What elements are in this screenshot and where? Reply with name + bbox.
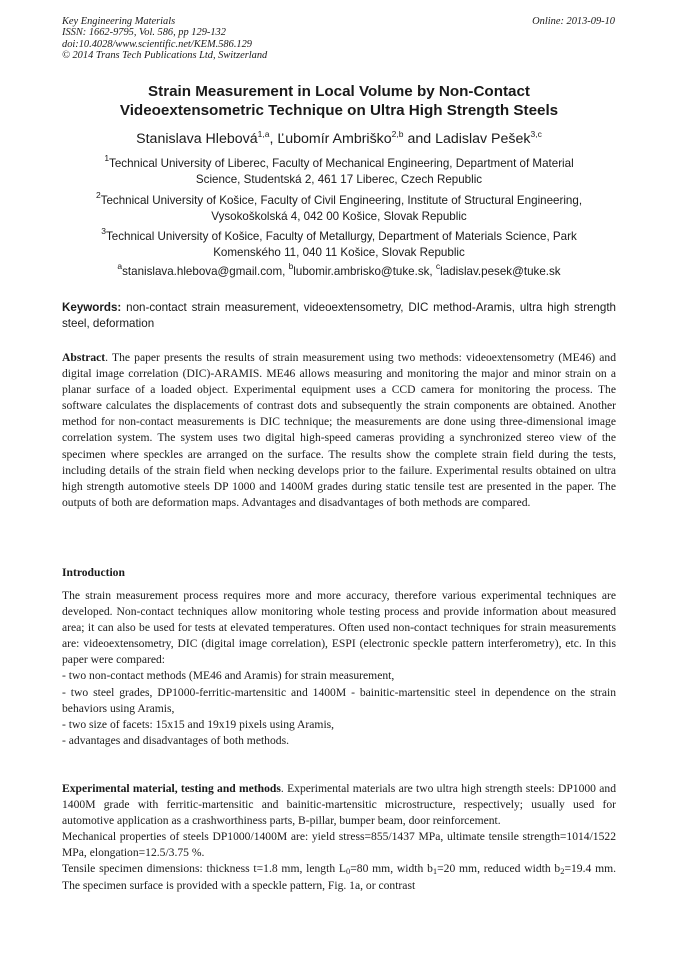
introduction-paragraph: The strain measurement process requires more and more accuracy, therefore various experimental techniques are developed. Non-contact techniques allow monitoring whole testing process and provide information about measured area; it can also be used for tests at elevated temperatures. Often used non-contact techniques for strain measurements are: videoextensometry, DIC (digital image correlation), ESPI (electronic speckle pattern interferometry), etc. In this paper were compared: [62,589,616,667]
paper-title [62,82,616,120]
introduction-heading: Introduction [62,566,125,579]
abstract-text: . The paper presents the results of strain measurement using two methods: videoextensometry (ME46) and digital image correlation (DIC)-ARAMIS. ME46 allows measuring and monitoring the major and minor strain on a planar surface of a loaded object. Experimental equipment uses a CCD camera for monitoring the process. The software calculates the displacements of contrast dots and subsequently the strain components are obtained. Another method for non-contact measurements is DIC technique; the measurements are done using three-dimensional image correlation system. The system uses two digital high-speed cameras providing a synchronized stereo view of the specimen where speckles are arranged on the surface. The results show the complete strain field during the tests, including details of the strain field when necking develops prior to the failure. Experimental results obtained on ultra high strength automotive steels DP 1000 and 1400M grades during static tensile test are presented in the paper. The outputs of both are deformation maps. Advantages and disadvantages of both methods are compared. [62,351,616,509]
experimental-section [62,781,616,894]
publication-info [62,16,267,62]
online-date: Online: 2013-09-10 [532,16,615,27]
email-a: stanislava.hlebova@gmail.com, [122,265,289,278]
affiliation-3-line-1: Technical University of Košice, Faculty of Metallurgy, Department of Materials Science, Park [105,230,577,243]
keywords [62,300,616,332]
author-list [62,130,616,148]
email-c-marker: c [435,261,441,271]
title-line-2: Videoextensometric Technique on Ultra High Strength Steels [119,102,559,119]
author-2: Ľubomír Ambriško [277,131,392,147]
abstract [62,350,616,511]
email-b-marker: b [288,261,294,271]
affiliation-3-line-2: Komenského 11, 040 11 Košice, Slovak Republic [213,246,465,259]
experimental-paragraph-3: Tensile specimen dimensions: thickness t=1.8 mm, length $L_0=80$ mm, width $b_1=20$ mm, reduced width $b_2=19.4$ mm. The specimen surface is provided with a speckle pattern, Fig. 1a, or contrast [62,862,617,892]
list-item: - two size of facets: 15x15 and 19x19 pixels using Aramis, [62,717,335,731]
issn: ISSN: 1662-9795, Vol. 586, pp 129-132 [62,27,226,39]
abstract-label: Abstract [62,351,106,364]
affiliation-2-marker: 2 [95,190,101,200]
author-3-marker: 3,c [530,129,542,139]
experimental-paragraph-1: . Experimental materials are two ultra high strength steels: DP1000 and 1400M grade with ferritic-martensitic and bainitic-martensitic microstructure, respectively; usually used for automotive application as a crashworthiness parts, B-pillar, bumper beam, door reinforcement. [62,782,616,828]
affiliation-2 [70,190,608,225]
experimental-heading: Experimental material, testing and methods [62,782,281,795]
email-a-marker: a [117,261,123,271]
journal-name: Key Engineering Materials [62,16,176,27]
copyright: © 2014 Trans Tech Publications Ltd, Switzerland [62,50,268,62]
author-and: and [403,131,436,147]
list-item: - two non-contact methods (ME46 and Aramis) for strain measurement, [62,669,395,683]
affiliation-1-line-2: Science, Studentská 2, 461 17 Liberec, Czech Republic [195,173,483,186]
list-item: - two steel grades, DP1000-ferritic-martensitic and 1400M - bainitic-martensitic steel in dependence on the strain behaviors using Aramis, [62,685,616,715]
email-b: lubomir.ambrisko@tuke.sk, [293,265,436,278]
keywords-label: Keywords: [62,301,122,314]
author-1: Stanislava Hlebová [136,131,258,147]
author-2-marker: 2,b [391,129,404,139]
email-c: ladislav.pesek@tuke.sk [440,265,561,278]
keywords-text: non-contact strain measurement, videoextensometry, DIC method-Aramis, ultra high strength steel, deformation [62,301,616,330]
affiliation-2-line-2: Vysokoškolská 4, 042 00 Košice, Slovak Republic [211,210,467,223]
affiliation-1-line-1: Technical University of Liberec, Faculty of Mechanical Engineering, Department of Material [109,157,574,170]
affiliation-2-line-1: Technical University of Košice, Faculty of Civil Engineering, Institute of Structural Engineering, [100,194,583,207]
affiliation-1-marker: 1 [104,153,110,163]
introduction-body [62,588,616,749]
affiliation-1 [70,153,608,188]
title-line-1: Strain Measurement in Local Volume by Non-Contact [148,83,530,100]
author-1-marker: 1,a [257,129,270,139]
list-item: - advantages and disadvantages of both methods. [62,733,289,747]
author-emails [70,261,608,280]
experimental-paragraph-2: Mechanical properties of steels DP1000/1400M are: yield stress=855/1437 MPa, ultimate tensile strength=1014/1522 MPa, elongation=12.5/3.75 %. [62,830,616,860]
affiliation-3-marker: 3 [101,226,106,236]
affiliation-3 [70,226,608,261]
author-3: Ladislav Pešek [435,131,531,147]
author-separator: , [269,131,278,147]
doi: doi:10.4028/www.scientific.net/KEM.586.129 [62,38,252,50]
